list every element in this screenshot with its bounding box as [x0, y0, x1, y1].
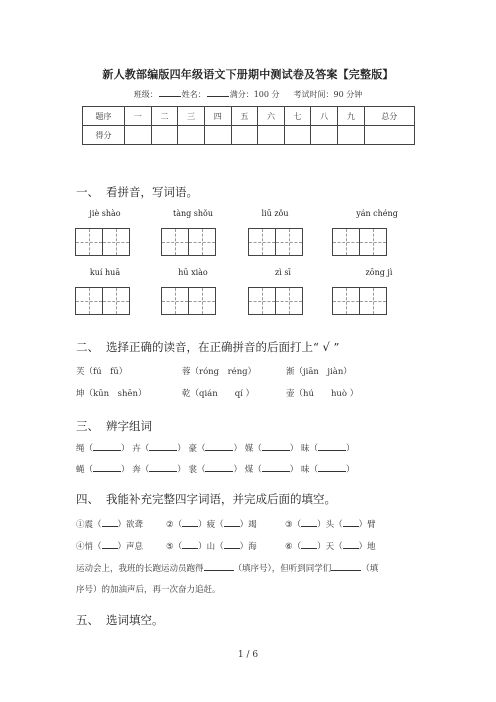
name-label: 姓名：: [181, 90, 206, 99]
idiom-text: ）海: [239, 542, 257, 552]
class-blank[interactable]: [159, 89, 181, 97]
char-label: 煤（: [244, 465, 262, 475]
answer-blank[interactable]: [262, 463, 290, 472]
section-title: 选择正确的读音，在正确拼音的后面打上“ √ ”: [106, 340, 340, 354]
idiom-line-1: [76, 518, 376, 530]
score-header-cell: 四: [204, 107, 231, 126]
section-5-heading: [76, 612, 164, 628]
exam-time: 考试时间：90 分钟: [293, 90, 363, 99]
full-score: 满分：100 分: [229, 90, 280, 99]
idiom-text: ）头（: [317, 520, 343, 530]
answer-blank[interactable]: [343, 518, 359, 527]
section-2-heading: [76, 339, 339, 355]
answer-blank[interactable]: [93, 442, 121, 451]
paren-close: ）: [345, 444, 355, 454]
score-header-cell: 一: [125, 107, 152, 126]
idiom-text: ①震（: [76, 520, 102, 530]
pinyin-row-1: [76, 209, 416, 223]
word-group-line-1: [76, 442, 354, 454]
score-row-label: 得分: [83, 126, 125, 145]
score-header-cell: 五: [231, 107, 258, 126]
answer-blank[interactable]: [182, 518, 198, 527]
idiom-text: ⑥（: [285, 542, 302, 552]
idiom-text: ⑤（: [166, 542, 183, 552]
section-title: 辨字组词: [106, 419, 152, 433]
idiom-text: ）声息: [117, 542, 144, 552]
answer-blank[interactable]: [205, 442, 233, 451]
paren-close: ）: [233, 465, 242, 475]
section-title: 选词填空。: [106, 613, 164, 627]
score-header-cell: 七: [284, 107, 311, 126]
exam-info: [0, 89, 496, 100]
char-label: 裳（: [188, 465, 206, 475]
char-label: 媒（: [244, 444, 262, 454]
idiom-text: ）疲（: [198, 520, 224, 530]
score-table-score-row: [83, 126, 415, 145]
answer-blank[interactable]: [205, 463, 233, 472]
class-label: 班级：: [133, 90, 158, 99]
score-cell[interactable]: [151, 126, 178, 145]
char-label: 昧（: [300, 444, 318, 454]
score-header-cell: 三: [178, 107, 205, 126]
score-header-cell: 题序: [83, 107, 125, 126]
score-cell[interactable]: [364, 126, 414, 145]
score-cell[interactable]: [204, 126, 231, 145]
score-cell[interactable]: [178, 126, 205, 145]
char-label: 味（: [300, 465, 318, 475]
section-3-heading: [76, 418, 152, 434]
pinyin-label: yán chéng: [356, 209, 398, 218]
idiom-text: ④悄（: [76, 542, 102, 552]
char-label: 豪（: [188, 444, 206, 454]
answer-blank[interactable]: [301, 518, 317, 527]
pronunciation-item[interactable]: 壶（hú huò ）: [286, 389, 359, 399]
page-number: 1 / 6: [237, 650, 259, 660]
answer-blank[interactable]: [331, 562, 361, 571]
name-blank[interactable]: [207, 89, 229, 97]
idiom-text: ②（: [166, 520, 183, 530]
section-1-heading: [76, 184, 198, 200]
pronunciation-item[interactable]: 芙（fú fū）: [76, 367, 128, 377]
writing-grid[interactable]: [161, 287, 215, 315]
sentence-text: （填序号），但听到同学们: [233, 564, 332, 574]
writing-grid[interactable]: [75, 287, 129, 315]
answer-blank[interactable]: [301, 540, 317, 549]
answer-blank[interactable]: [318, 463, 346, 472]
section-number: 二、: [76, 340, 99, 354]
char-label: 奔（: [132, 465, 150, 475]
fill-sentence-line-2: [76, 583, 221, 595]
pinyin-label: tàng shǒu: [172, 209, 214, 218]
idiom-line-2: [76, 540, 376, 552]
idiom-text: ）山（: [198, 542, 224, 552]
pinyin-label: zōng jì: [365, 268, 393, 277]
answer-blank[interactable]: [149, 463, 177, 472]
score-header-cell: 九: [338, 107, 365, 126]
writing-grid[interactable]: [248, 287, 302, 315]
section-number: 四、: [76, 492, 99, 506]
answer-blank[interactable]: [318, 442, 346, 451]
paren-close: ）: [289, 465, 299, 475]
idiom-text: ）竭: [239, 520, 257, 530]
score-cell[interactable]: [258, 126, 285, 145]
paren-close: ）: [233, 444, 242, 454]
writing-grid[interactable]: [248, 228, 302, 256]
section-number: 三、: [76, 419, 99, 433]
pinyin-label: hū xiào: [178, 268, 208, 277]
pinyin-label: zì sī: [275, 268, 291, 277]
paren-close: ）: [289, 444, 299, 454]
idiom-text: ）臂: [358, 520, 376, 530]
char-label: 绳（: [76, 444, 94, 454]
section-title: 我能补充完整四字词语，并完成后面的填空。: [106, 492, 336, 506]
pronunciation-item[interactable]: 蓉（róng réng）: [182, 367, 257, 377]
answer-blank[interactable]: [224, 518, 240, 527]
page-title: 新人教部编版四年级语文下册期中测试卷及答案【完整版】: [102, 68, 394, 81]
section-number: 一、: [76, 185, 99, 199]
writing-grid[interactable]: [161, 228, 215, 256]
answer-blank[interactable]: [262, 442, 290, 451]
score-cell[interactable]: [284, 126, 311, 145]
pinyin-label: jiè shào: [89, 209, 121, 218]
writing-grid[interactable]: [75, 228, 129, 256]
score-cell[interactable]: [125, 126, 152, 145]
score-cell[interactable]: [231, 126, 258, 145]
answer-blank[interactable]: [149, 442, 177, 451]
pronunciation-item[interactable]: 渐（jiān jiàn）: [286, 367, 352, 377]
paren-close: ）: [121, 444, 130, 454]
answer-blank[interactable]: [343, 540, 359, 549]
writing-grid[interactable]: [332, 228, 386, 256]
pronunciation-line-1: [76, 365, 352, 377]
idiom-text: ）地: [358, 542, 376, 552]
paren-close: ）: [345, 465, 355, 475]
answer-blank[interactable]: [102, 518, 118, 527]
score-cell[interactable]: [338, 126, 365, 145]
score-header-cell: 二: [151, 107, 178, 126]
sentence-text: （填: [361, 564, 379, 574]
score-cell[interactable]: [311, 126, 338, 145]
section-number: 五、: [76, 613, 99, 627]
answer-blank[interactable]: [224, 540, 240, 549]
answer-blank[interactable]: [182, 540, 198, 549]
section-title: 看拼音，写词语。: [106, 185, 198, 199]
answer-blank[interactable]: [204, 562, 234, 571]
pronunciation-item[interactable]: 坤（kūn shēn）: [76, 389, 147, 399]
word-group-line-2: [76, 463, 354, 475]
char-label: 卉（: [132, 444, 150, 454]
answer-blank[interactable]: [93, 463, 121, 472]
idiom-text: ）天（: [317, 542, 343, 552]
score-header-cell: 六: [258, 107, 285, 126]
writing-grid[interactable]: [332, 287, 386, 315]
paren-close: ）: [177, 444, 186, 454]
pronunciation-item[interactable]: 乾（qián qí ）: [182, 389, 255, 399]
fill-sentence-line-1: [76, 562, 378, 574]
sentence-text: 序号）的加油声后，再一次奋力追赶。: [76, 585, 221, 595]
pinyin-label: kuí huā: [89, 268, 121, 277]
sentence-text: 运动会上，我班的长跑运动员跑得: [76, 564, 204, 574]
idiom-text: ③（: [285, 520, 302, 530]
section-4-heading: [76, 491, 336, 507]
score-table: [82, 106, 415, 145]
idiom-text: ）欲聋: [117, 520, 144, 530]
char-label: 蝇（: [76, 465, 94, 475]
score-header-cell: 八: [311, 107, 338, 126]
pinyin-row-2: [76, 268, 416, 282]
pronunciation-line-2: [76, 387, 358, 399]
score-header-cell: 总分: [364, 107, 414, 126]
paren-close: ）: [177, 465, 186, 475]
score-table-header-row: [83, 107, 415, 126]
paren-close: ）: [121, 465, 130, 475]
pinyin-label: liū zǒu: [261, 209, 289, 218]
answer-blank[interactable]: [102, 540, 118, 549]
